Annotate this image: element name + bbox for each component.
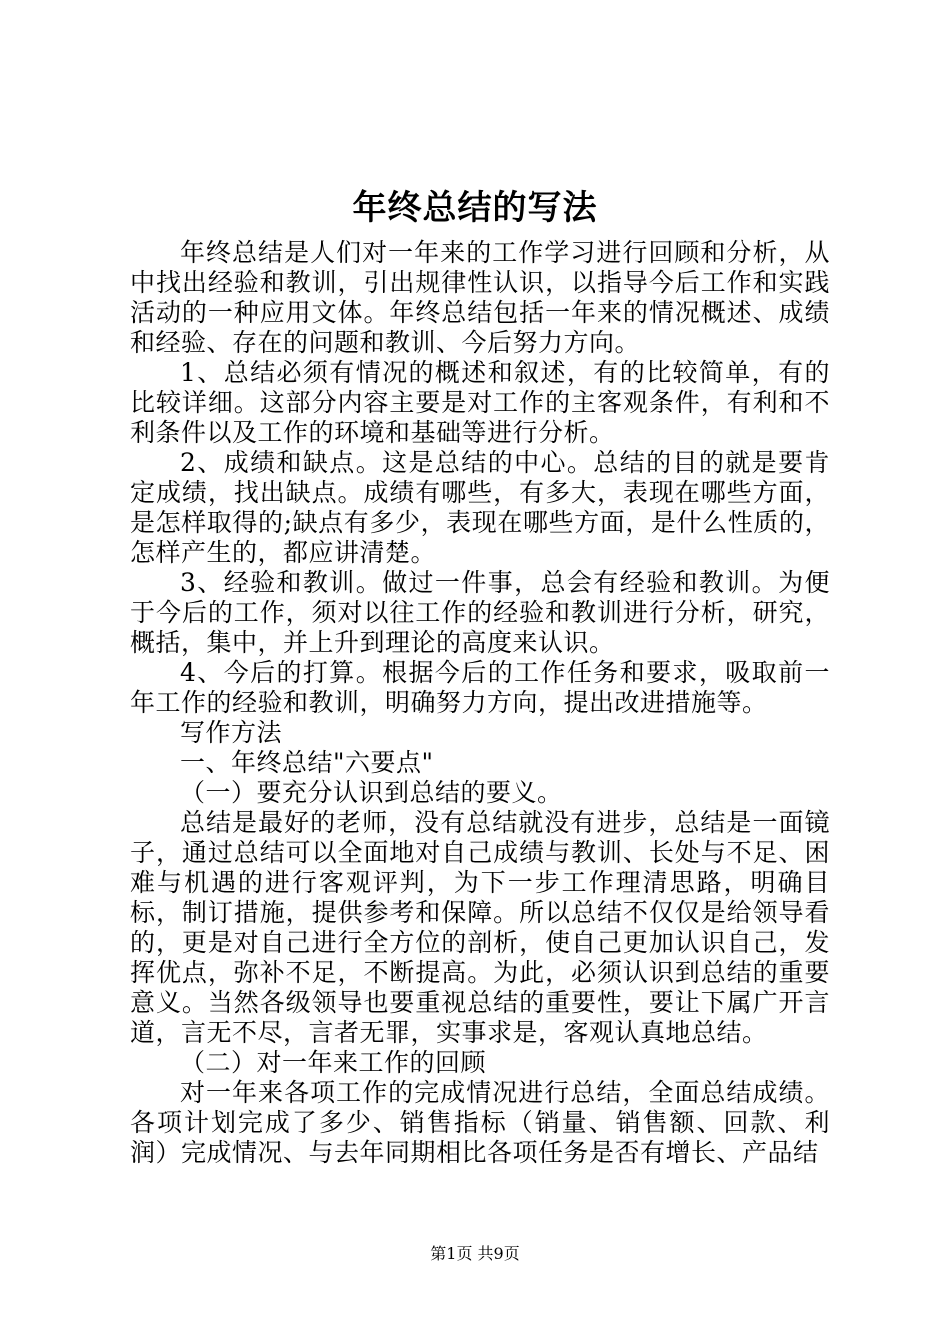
point-3-paragraph: 3、经验和教训。做过一件事，总会有经验和教训。为便于今后的工作，须对以往工作的经验和教训进行分析，研究，概括，集中，并上升到理论的高度来认识。 bbox=[130, 568, 830, 657]
point-1-paragraph: 1、总结必须有情况的概述和叙述，有的比较简单，有的比较详细。这部分内容主要是对工作的主客观条件，有利和不利条件以及工作的环境和基础等进行分析。 bbox=[130, 358, 830, 447]
page-title: 年终总结的写法 bbox=[352, 188, 598, 228]
page-number-footer: 第1页 共9页 bbox=[430, 1244, 520, 1263]
item-heading-2: （二）对一年来工作的回顾 bbox=[180, 1048, 487, 1077]
point-2-paragraph: 2、成绩和缺点。这是总结的中心。总结的目的就是要肯定成绩，找出缺点。成绩有哪些，有多大，表现在哪些方面，是怎样取得的;缺点有多少，表现在哪些方面，是什么性质的，怎样产生的，都应讲清楚。 bbox=[130, 448, 830, 567]
item-heading-1: （一）要充分认识到总结的要义。 bbox=[180, 778, 563, 807]
point-4-paragraph: 4、今后的打算。根据今后的工作任务和要求，吸取前一年工作的经验和教训，明确努力方向，提出改进措施等。 bbox=[130, 658, 830, 717]
section-heading-writing-method: 写作方法 bbox=[180, 718, 283, 747]
subsection-heading-six-points: 一、年终总结"六要点" bbox=[180, 748, 434, 777]
intro-paragraph: 年终总结是人们对一年来的工作学习进行回顾和分析，从中找出经验和教训，引出规律性认识，以指导今后工作和实践活动的一种应用文体。年终总结包括一年来的情况概述、成绩和经验、存在的问题和教训、今后努力方向。 bbox=[130, 238, 830, 357]
body-paragraph-review: 对一年来各项工作的完成情况进行总结，全面总结成绩。各项计划完成了多少、销售指标（销量、销售额、回款、利润）完成情况、与去年同期相比各项任务是否有增长、产品结 bbox=[130, 1078, 830, 1167]
document-body bbox=[130, 238, 830, 1168]
body-paragraph-significance: 总结是最好的老师，没有总结就没有进步，总结是一面镜子，通过总结可以全面地对自己成绩与教训、长处与不足、困难与机遇的进行客观评判，为下一步工作理清思路，明确目标，制订措施，提供参考和保障。所以总结不仅仅是给领导看的，更是对自己进行全方位的剖析，使自己更加认识自己，发挥优点，弥补不足，不断提高。为此，必须认识到总结的重要意义。当然各级领导也要重视总结的重要性，要让下属广开言道，言无不尽，言者无罪，实事求是，客观认真地总结。 bbox=[130, 808, 830, 1047]
